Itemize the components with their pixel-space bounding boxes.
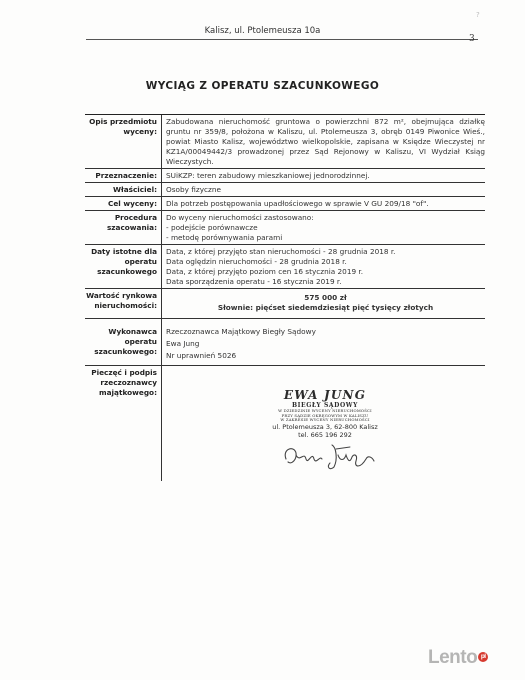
procedura-line: - metodę porównywania parami [166,233,283,242]
row-wykonawca [85,318,485,365]
value-przeznaczenie: SUiKZP: teren zabudowy mieszkaniowej jednorodzinnej. [161,169,485,182]
header-address: Kalisz, ul. Ptolemeusza 10a [204,26,321,36]
watermark-badge: pl [478,652,488,662]
wykonawca-line: Ewa Jung [166,339,200,348]
label-wykonawca: Wykonawca operatu szacunkowego: [94,327,157,356]
row-daty [85,244,485,288]
stamp-line: PRZY SĄDZIE OKRĘGOWYM W KALISZU [281,412,369,418]
handwritten-signature [280,437,380,473]
appraiser-stamp [250,389,400,439]
lento-watermark [428,647,488,669]
label-cel: Cel wyceny: [108,199,157,208]
corner-mark: ? [476,11,480,19]
value-wartosc [161,289,485,318]
row-procedura [85,210,485,244]
label-procedura: Procedura szacowania: [106,213,157,232]
daty-line: Data oględzin nieruchomości - 28 grudnia 2018 r. [166,257,347,266]
row-wlasciciel [85,182,485,196]
stamp-address: ul. Ptolemeusza 3, 62-800 Kalisz [272,422,378,431]
wykonawca-line: Nr uprawnień 5026 [166,351,237,360]
daty-line: Data, z której przyjęto stan nieruchomości - 28 grudnia 2018 r. [166,247,396,256]
label-przeznaczenie: Przeznaczenie: [95,171,157,180]
page-number: 3 [469,34,475,44]
value-daty [161,245,485,288]
stamp-line: W ZAKRESIE WYCENY NIERUCHOMOŚCI [280,417,370,423]
value-wykonawca [161,319,485,365]
row-wartosc [85,288,485,318]
label-daty: Daty istotne dla operatu szacunkowego [91,247,157,276]
stamp-name: EWA JUNG [283,388,367,402]
label-opis: Opis przedmiotu wyceny: [89,117,157,136]
watermark-text: Lento [428,647,478,668]
value-in-words: Słownie: pięćset siedemdziesiąt pięć tysięcy złotych [217,303,434,312]
stamp-title: BIEGŁY SĄDOWY [291,402,359,409]
label-wartosc: Wartość rynkowa nieruchomości: [86,291,157,310]
procedura-line: Do wyceny nieruchomości zastosowano: [166,213,314,222]
value-opis: Zabudowana nieruchomość gruntowa o powierzchni 872 m², obejmująca działkę gruntu nr 359/8, położona w Kaliszu, ul. Ptolemeusza 3, obręb 0149 Piwonice Wieś., powiat Miasto Kalisz, województwo wielkopolskie, zapisana w Księdze Wieczystej nr KZ1A/00049442/3 prowadzonej przez Sąd Rejonowy w Kaliszu, VI Wydział Ksiąg Wieczystych. [161,115,485,168]
header-rule [86,39,478,40]
daty-line: Data sporządzenia operatu - 16 stycznia 2019 r. [166,277,342,286]
wykonawca-line: Rzeczoznawca Majątkowy Biegły Sądowy [166,327,316,336]
value-amount: 575 000 zł [304,293,347,302]
value-cel: Dla potrzeb postępowania upadłościowego w sprawie V GU 209/18 "of". [161,197,485,210]
row-opis [85,114,485,168]
procedura-line: - podejście porównawcze [166,223,258,232]
daty-line: Data, z której przyjęto poziom cen 16 stycznia 2019 r. [166,267,364,276]
label-wlasciciel: Właściciel: [112,185,157,194]
document-title: WYCIĄG Z OPERATU SZACUNKOWEGO [145,80,380,92]
row-przeznaczenie [85,168,485,182]
label-pieczec: Pieczęć i podpis rzeczoznawcy majątkowego: [91,368,157,397]
stamp-phone: tel. 665 196 292 [298,430,352,439]
stamp-line: W DZIEDZINIE WYCENY NIERUCHOMOŚCI [278,408,372,413]
row-cel [85,196,485,210]
value-procedura [161,211,485,244]
value-wlasciciel: Osoby fizyczne [161,183,485,196]
